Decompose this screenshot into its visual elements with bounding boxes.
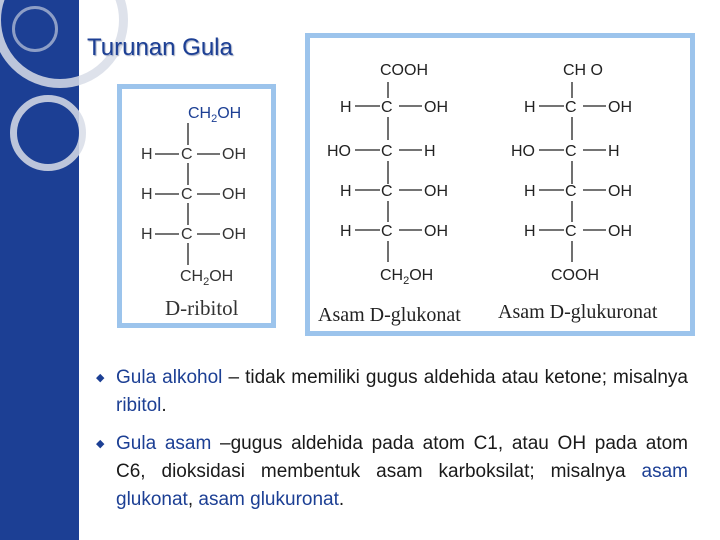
glukonat-row3-carbon: C: [381, 183, 393, 200]
ribitol-frame: [117, 84, 276, 328]
ribitol-row3-carbon: C: [181, 226, 193, 243]
glukuronat-row3-carbon: C: [565, 183, 577, 200]
ribitol-row1-carbon: C: [181, 146, 193, 163]
sugar-acids-structures: [310, 38, 690, 331]
glukuronat-row2-left: HO: [511, 143, 535, 160]
ribitol-structure: [122, 89, 271, 323]
glukonat-row4-right: OH: [424, 223, 448, 240]
term-ribitol: ribitol: [116, 395, 162, 416]
glukonat-bottom-group: $CH_2OH$: [380, 267, 434, 287]
bullet-diamond-icon: ◆: [96, 438, 105, 450]
sugar-acids-frame: [305, 33, 695, 336]
glukuronat-top-group: CH O: [563, 62, 603, 79]
glukonat-row3-right: OH: [424, 183, 448, 200]
ribitol-row1-left: H: [141, 146, 153, 163]
glukuronat-row2-right: H: [608, 143, 620, 160]
decorative-ring-thin: [12, 6, 58, 52]
ribitol-top-ch: CH: [188, 105, 212, 122]
glukonat-row4-left: H: [340, 223, 352, 240]
ribitol-bottom-group: $CH_2OH$: [180, 268, 234, 288]
bullet1-text: – tidak memiliki gugus aldehida atau ketone; misalnya: [222, 367, 688, 388]
glukonat-row1-carbon: C: [381, 99, 393, 116]
glukuronat-row1-right: OH: [608, 99, 632, 116]
glukuronat-row2-carbon: C: [565, 143, 577, 160]
glukuronat-row3-left: H: [524, 183, 536, 200]
bullet2-text: –gugus aldehida pada atom C1, atau OH pada atom C6, dioksidasi membentuk asam karboksilat; misalnya: [116, 433, 688, 482]
bullet1-end: .: [161, 395, 167, 416]
decorative-ring-small: [10, 95, 86, 171]
ribitol-row2-left: H: [141, 186, 153, 203]
glukuronat-row4-right: OH: [608, 223, 632, 240]
bullet-list: [96, 364, 688, 524]
glukonat-row4-carbon: C: [381, 223, 393, 240]
glukonat-caption: Asam D-glukonat: [318, 304, 461, 326]
ribitol-caption: D-ribitol: [165, 296, 239, 320]
ribitol-row1-right: OH: [222, 146, 246, 163]
bullet-gula-asam: [96, 430, 688, 514]
bullet2-sep: ,: [187, 489, 199, 510]
bullet-gula-alkohol: [96, 364, 688, 420]
glukuronat-bottom-group: COOH: [551, 267, 599, 284]
glukuronat-row4-carbon: C: [565, 223, 577, 240]
glukonat-row2-left: HO: [327, 143, 351, 160]
term-asam-glukuronat: asam glukuronat: [198, 489, 339, 510]
glukonat-row3-left: H: [340, 183, 352, 200]
ribitol-row3-right: OH: [222, 226, 246, 243]
glukonat-top-group: COOH: [380, 62, 428, 79]
ribitol-top-group: $CH_2OH$: [188, 105, 242, 125]
glukonat-row1-right: OH: [424, 99, 448, 116]
glukuronat-row3-right: OH: [608, 183, 632, 200]
term-gula-alkohol: Gula alkohol: [116, 367, 223, 388]
bullet2-end: .: [338, 489, 345, 510]
glukuronat-caption: Asam D-glukuronat: [498, 301, 658, 323]
glukonat-row2-right: H: [424, 143, 436, 160]
term-gula-asam: Gula asam: [116, 433, 212, 454]
ribitol-row2-right: OH: [222, 186, 246, 203]
slide-title: Turunan Gula: [87, 34, 233, 61]
glukonat-row2-carbon: C: [381, 143, 393, 160]
glukuronat-row1-left: H: [524, 99, 536, 116]
ribitol-row2-carbon: C: [181, 186, 193, 203]
term-asam-glukonat: asam glukonat: [116, 461, 688, 510]
glukuronat-row4-left: H: [524, 223, 536, 240]
bullet-diamond-icon: ◆: [96, 372, 105, 384]
ribitol-row3-left: H: [141, 226, 153, 243]
glukonat-row1-left: H: [340, 99, 352, 116]
glukuronat-row1-carbon: C: [565, 99, 577, 116]
